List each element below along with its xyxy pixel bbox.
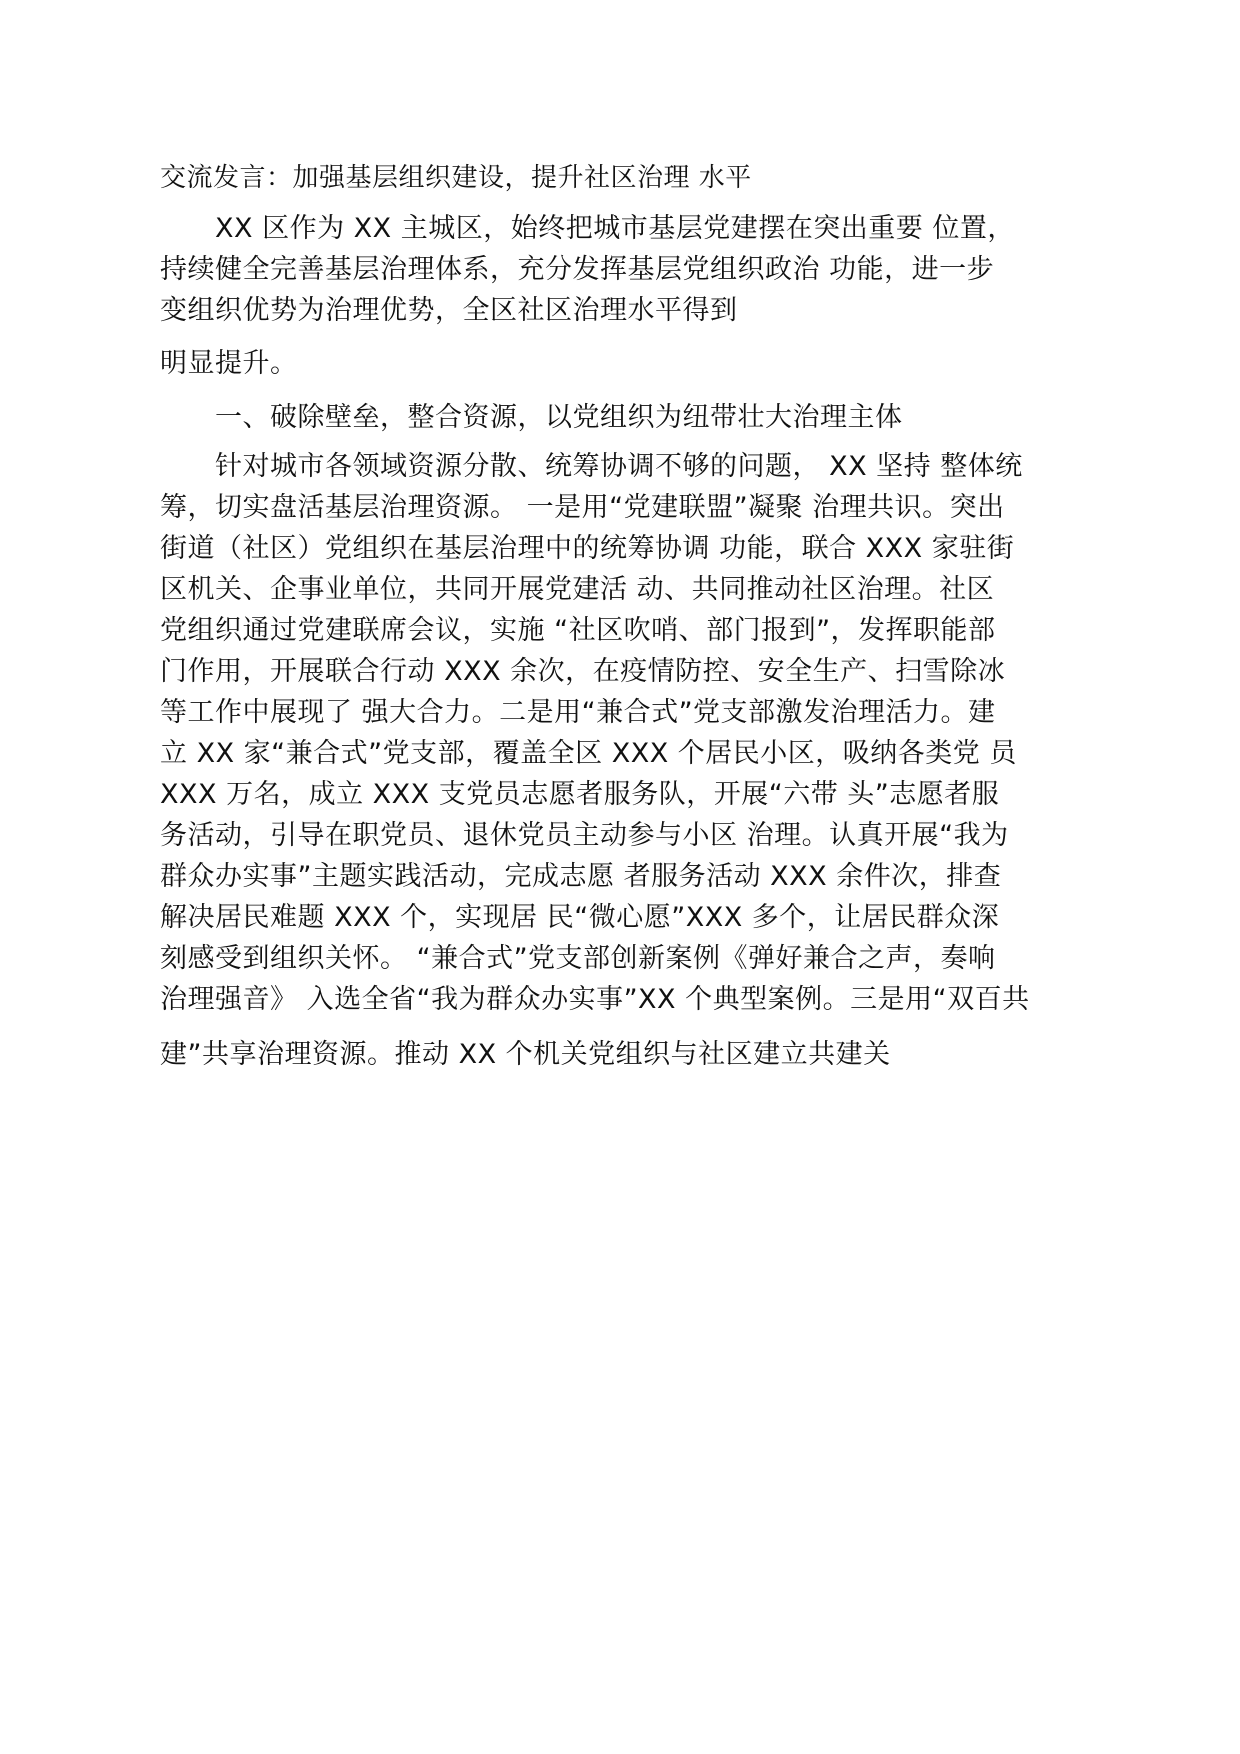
paragraph-line: 筹，切实盘活基层治理资源。 一是用“党建联盟”凝聚 治理共识。突出 — [160, 492, 1005, 523]
paragraph-line: XX 区作为 XX 主城区，始终把城市基层党建摆在突出重要 位置， — [215, 213, 1015, 244]
paragraph-line: 等工作中展现了 强大合力。二是用“兼合式”党支部激发治理活力。建 — [160, 697, 996, 728]
paragraph-line: 刻感受到组织关怀。 “兼合式”党支部创新案例《弹好兼合之声，奏响 — [160, 943, 996, 974]
paragraph-line: 门作用，开展联合行动 XXX 余次，在疫情防控、安全生产、扫雪除冰 — [160, 656, 1006, 687]
paragraph-line: 变组织优势为治理优势，全区社区治理水平得到 — [160, 295, 738, 326]
paragraph-line: 务活动，引导在职党员、退休党员主动参与小区 治理。认真开展“我为 — [160, 820, 1009, 851]
paragraph-line: 区机关、企事业单位，共同开展党建活 动、共同推动社区治理。社区 — [160, 574, 995, 605]
paragraph-line: 立 XX 家“兼合式”党支部，覆盖全区 XXX 个居民小区，吸纳各类党 员 — [160, 738, 1017, 769]
paragraph-line: 持续健全完善基层治理体系，充分发挥基层党组织政治 功能，进一步 — [160, 254, 995, 285]
paragraph-line: 明显提升。 — [160, 348, 298, 379]
section-heading: 一、破除壁垒，整合资源，以党组织为纽带壮大治理主体 — [215, 402, 903, 433]
paragraph-line: XXX 万名，成立 XXX 支党员志愿者服务队，开展“六带 头”志愿者服 — [160, 779, 1000, 810]
paragraph-line: 建”共享治理资源。推动 XX 个机关党组织与社区建立共建关 — [160, 1039, 891, 1070]
paragraph-line: 针对城市各领域资源分散、统筹协调不够的问题， XX 坚持 整体统 — [215, 451, 1023, 482]
paragraph-line: 群众办实事”主题实践活动，完成志愿 者服务活动 XXX 余件次，排查 — [160, 861, 1002, 892]
document-title: 交流发言：加强基层组织建设，提升社区治理 水平 — [160, 163, 752, 193]
paragraph-line: 党组织通过党建联席会议，实施 “社区吹哨、部门报到”，发挥职能部 — [160, 615, 996, 646]
paragraph-line: 解决居民难题 XXX 个，实现居 民“微心愿”XXX 多个，让居民群众深 — [160, 902, 1000, 933]
paragraph-line: 治理强音》 入选全省“我为群众办实事”XX 个典型案例。三是用“双百共 — [160, 984, 1030, 1015]
paragraph-line: 街道（社区）党组织在基层治理中的统筹协调 功能，联合 XXX 家驻街 — [160, 533, 1015, 564]
